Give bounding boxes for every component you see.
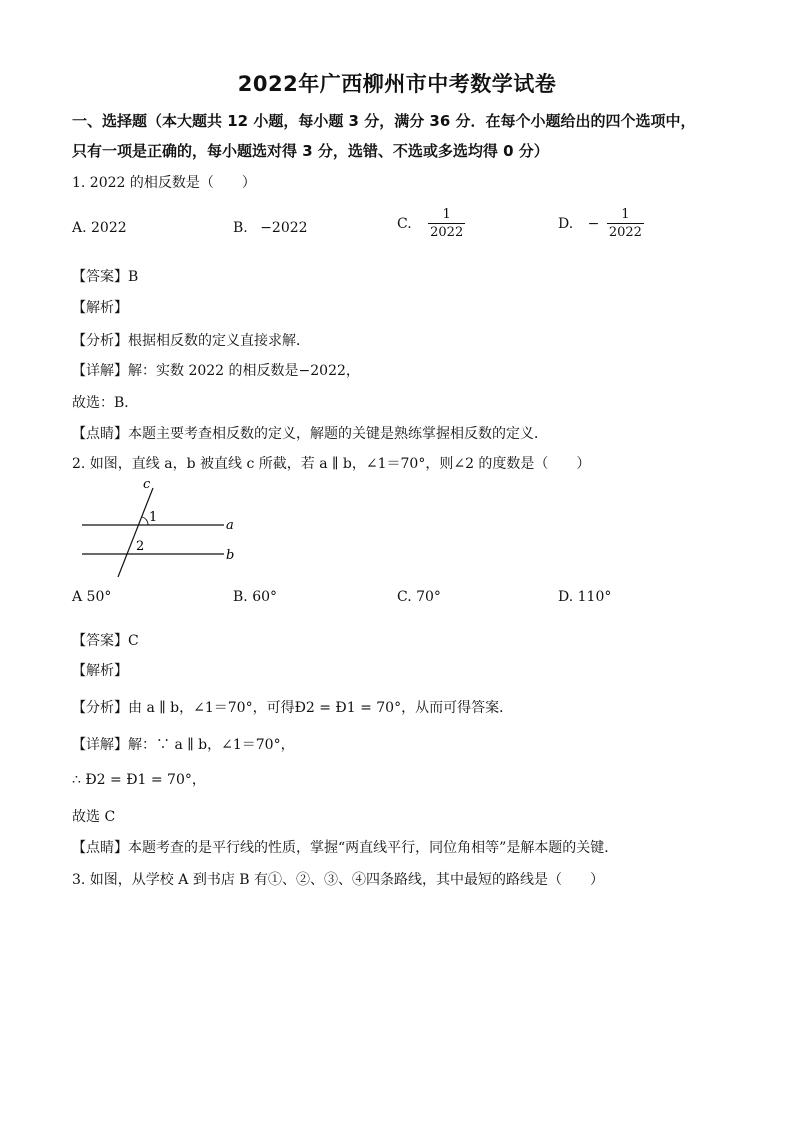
- q1-option-d-sign: −: [587, 215, 600, 232]
- q1-option-c-label: C.: [397, 215, 412, 232]
- q1-option-d-fraction: [607, 206, 644, 241]
- q1-option-b: [233, 220, 308, 236]
- q2-answer: 【答案】C: [72, 633, 139, 649]
- label-c: c: [143, 478, 151, 492]
- q1-option-c-denominator: 2022: [430, 225, 464, 240]
- label-angle-1: 1: [149, 510, 158, 525]
- label-a: a: [226, 518, 234, 533]
- label-angle-2: 2: [136, 539, 145, 554]
- section-heading-line1: 一、选择题（本大题共 12 小题，每小题 3 分，满分 36 分．在每个小题给出的四个选项中，: [72, 112, 696, 130]
- q1-stem: 1. 2022 的相反数是（ ）: [72, 175, 256, 191]
- label-b: b: [226, 548, 235, 563]
- q2-option-a: A 50°: [72, 589, 112, 605]
- q2-xiangjie: 【详解】解：∵ a ∥ b，∠1＝70°，: [72, 737, 295, 753]
- q2-option-b: B. 60°: [233, 589, 278, 605]
- q1-guxuan: 故选：B．: [72, 395, 139, 411]
- q3-stem: 3. 如图，从学校 A 到书店 B 有①、②、③、④四条路线，其中最短的路线是（ ）: [72, 872, 605, 888]
- q1-dianjing: 【点睛】本题主要考查相反数的定义，解题的关键是熟练掌握相反数的定义．: [72, 426, 548, 442]
- page-title: 2022年广西柳州市中考数学试卷: [237, 72, 557, 96]
- q1-option-d: [558, 206, 644, 241]
- section-heading-line2: 只有一项是正确的，每小题选对得 3 分，选错、不选或多选均得 0 分）: [72, 142, 549, 160]
- q1-option-b-value: −2022: [260, 220, 308, 236]
- q2-fenxi: 【分析】由 a ∥ b，∠1＝70°，可得Ð2 = Ð1 = 70°，从而可得答案．: [72, 700, 514, 716]
- line-c: [118, 488, 153, 577]
- q1-fenxi: 【分析】根据相反数的定义直接求解．: [72, 333, 310, 349]
- q1-option-a: A. 2022: [72, 220, 127, 236]
- q2-guxuan: 故选 C: [72, 809, 116, 825]
- q1-option-d-numerator: 1: [621, 207, 630, 222]
- q1-option-c-numerator: 1: [442, 207, 451, 222]
- q1-analysis-head: 【解析】: [72, 300, 128, 316]
- q2-stem: 2. 如图，直线 a，b 被直线 c 所截，若 a ∥ b，∠1＝70°，则∠2 的度数是（ ）: [72, 456, 591, 472]
- q1-option-d-label: D.: [558, 215, 574, 232]
- parallel-lines-figure: [76, 478, 246, 582]
- q1-option-d-denominator: 2022: [608, 225, 642, 240]
- q1-option-c: [397, 206, 465, 241]
- angle-1-arc: [142, 517, 148, 525]
- q1-option-c-fraction: [428, 206, 465, 241]
- q2-analysis-head: 【解析】: [72, 663, 128, 679]
- q1-xiangjie: 【详解】解：实数 2022 的相反数是−2022，: [72, 363, 360, 379]
- q2-option-c: C. 70°: [397, 589, 441, 605]
- q2-dianjing: 【点睛】本题考查的是平行线的性质，掌握“两直线平行，同位角相等”是解本题的关键．: [72, 840, 619, 856]
- q1-answer: 【答案】B: [72, 269, 139, 285]
- q2-therefore: ∴ Ð2 = Ð1 = 70°，: [72, 772, 206, 788]
- q1-option-b-label: B.: [233, 220, 248, 236]
- q2-option-d: D. 110°: [558, 589, 612, 605]
